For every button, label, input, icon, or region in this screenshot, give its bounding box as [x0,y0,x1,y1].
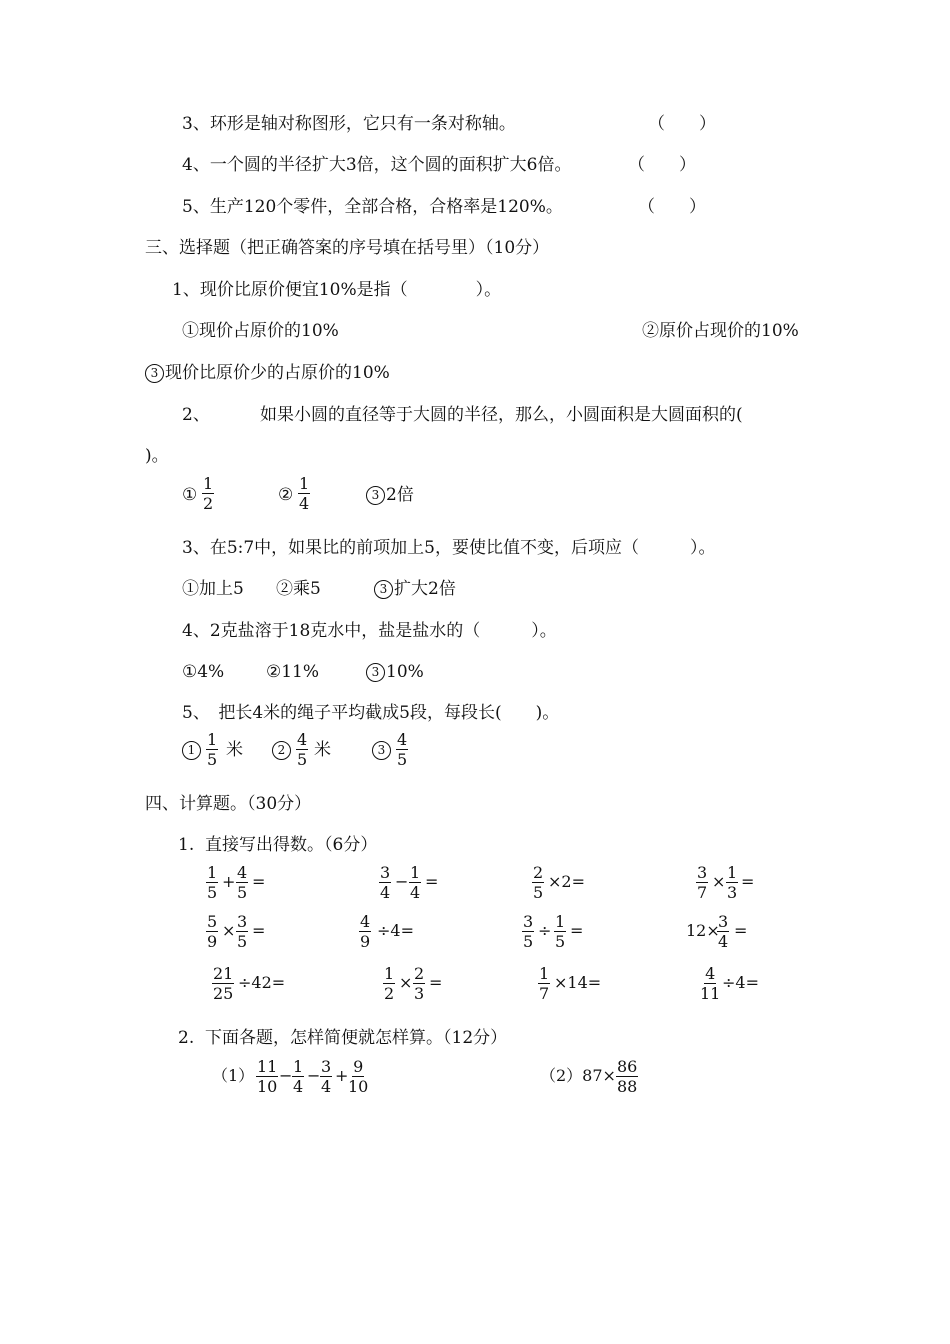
circled-number: 1 [182,741,201,760]
times-sign: × [712,872,726,891]
expression-tail: ×14= [554,973,602,992]
numerator: 3 [380,863,391,882]
equals-sign: = [252,872,266,891]
denominator: 2 [203,494,214,513]
numerator: 4 [360,912,371,931]
choice-q3: 3、在5:7中，如果比的前项加上5，要使比值不变，后项应（ ）。 [182,538,716,558]
numerator: 3 [718,912,729,931]
denominator: 5 [237,883,248,902]
choice-q2-option3 [366,485,414,505]
denominator: 5 [207,750,218,769]
fraction [292,1058,304,1095]
numerator: 86 [617,1057,638,1076]
calc-heading: 四、计算题。（30分） [145,794,312,814]
denominator: 4 [293,1077,304,1096]
choice-q3-option2: ②乘5 [276,579,321,599]
fraction [538,965,550,1002]
judge-q3: 3、环形是轴对称图形，它只有一条对称轴。 [182,114,516,134]
judge-q5-blank[interactable]: （ ） [638,197,706,217]
choice-q5-option3-mark [372,740,392,760]
fraction [413,965,425,1002]
equals-sign: = [570,921,584,940]
numerator: 9 [353,1057,364,1076]
denominator: 7 [539,984,550,1003]
fraction [379,864,391,901]
numerator: 4 [705,964,716,983]
denominator: 3 [727,883,738,902]
denominator: 9 [207,932,218,951]
denominator: 4 [299,494,310,513]
option-text: 10% [386,662,424,682]
equals-sign: = [429,973,443,992]
numerator: 1 [410,863,421,882]
divide-sign: ÷ [538,921,552,940]
unit-label: 米 [226,740,243,760]
numerator: 3 [697,863,708,882]
numerator: 1 [207,863,218,882]
denominator: 5 [555,932,566,951]
expression-tail: ÷42= [238,973,286,992]
fraction [348,1058,368,1095]
choice-q5-option2-mark [272,740,292,760]
denominator: 5 [523,932,534,951]
fraction [256,1058,278,1095]
fraction [726,864,738,901]
fraction [396,731,408,768]
fraction [236,913,248,950]
choice-q3-option3 [374,579,456,599]
choice-q2-number: 2、 [182,405,210,425]
numerator: 4 [397,730,408,749]
fraction [700,965,720,1002]
times-sign: × [222,921,236,940]
denominator: 5 [533,883,544,902]
fraction [206,913,218,950]
numerator: 4 [237,863,248,882]
judge-q4-blank[interactable]: （ ） [628,155,696,175]
calc-part1: 1. 直接写出得数。（6分） [178,835,378,855]
numerator: 2 [533,863,544,882]
fraction [296,731,308,768]
equals-sign: = [741,872,755,891]
expression-tail: ×2= [548,872,585,891]
denominator: 4 [718,932,729,951]
denominator: 7 [697,883,708,902]
problem-label: （1） [212,1066,255,1085]
fraction [616,1058,638,1095]
choice-q1-option3 [145,363,390,383]
choice-q4-option3 [366,662,424,682]
choice-q5: 5、 把长4米的绳子平均截成5段，每段长( )。 [182,703,560,723]
equals-sign: = [734,921,748,940]
expression-head: 12× [686,921,720,940]
denominator: 2 [384,984,395,1003]
fraction [206,731,218,768]
circled-number: 3 [366,486,385,505]
expression-tail: ÷4= [377,921,414,940]
unit-label: 米 [314,740,331,760]
denominator: 11 [700,984,721,1003]
fraction [532,864,544,901]
numerator: 1 [293,1057,304,1076]
plus-sign: + [335,1066,349,1085]
numerator: 21 [213,964,234,983]
numerator: 11 [257,1057,278,1076]
equals-sign: = [425,872,439,891]
minus-sign: − [395,872,409,891]
choice-q5-option1-mark [182,740,202,760]
problem-label: （2）87× [540,1066,616,1085]
fraction [554,913,566,950]
circled-number: 3 [366,663,385,682]
numerator: 3 [523,912,534,931]
choice-q4-option2: ②11% [266,662,320,682]
choice-heading: 三、选择题（把正确答案的序号填在括号里）（10分） [145,238,550,258]
numerator: 1 [299,474,310,493]
circled-number: 3 [372,741,391,760]
circled-number: 3 [374,580,393,599]
denominator: 5 [397,750,408,769]
denominator: 10 [348,1077,369,1096]
choice-q2: 如果小圆的直径等于大圆的半径，那么，小圆面积是大圆面积的( [260,405,743,425]
numerator: 3 [237,912,248,931]
choice-q3-option1: ①加上5 [182,579,244,599]
numerator: 3 [321,1057,332,1076]
choice-q4: 4、2克盐溶于18克水中，盐是盐水的（ ）。 [182,621,557,641]
fraction [236,864,248,901]
denominator: 9 [360,932,371,951]
judge-q3-blank[interactable]: （ ） [648,114,716,134]
fraction [212,965,234,1002]
choice-q2-option1-mark: ① [182,485,198,505]
denominator: 4 [321,1077,332,1096]
numerator: 1 [384,964,395,983]
option-text: 2倍 [386,485,414,505]
numerator: 1 [203,474,214,493]
choice-q1-option2: ②原价占现价的10% [642,321,799,341]
numerator: 5 [207,912,218,931]
denominator: 3 [414,984,425,1003]
denominator: 25 [213,984,234,1003]
numerator: 1 [539,964,550,983]
circled-number: 3 [145,364,164,383]
numerator: 1 [207,730,218,749]
numerator: 2 [414,964,425,983]
denominator: 5 [207,883,218,902]
choice-q1-option1: ①现价占原价的10% [182,321,339,341]
numerator: 4 [297,730,308,749]
denominator: 5 [297,750,308,769]
circled-number: 2 [272,741,291,760]
denominator: 10 [257,1077,278,1096]
plus-sign: + [222,872,236,891]
fraction [717,913,729,950]
fraction [206,864,218,901]
minus-sign: − [307,1066,321,1085]
expression-tail: ÷4= [722,973,759,992]
denominator: 88 [617,1077,638,1096]
minus-sign: − [279,1066,293,1085]
fraction [202,475,214,512]
fraction [359,913,371,950]
option-text: 现价比原价少的占原价的10% [165,363,390,383]
denominator: 5 [237,932,248,951]
denominator: 4 [410,883,421,902]
numerator: 1 [727,863,738,882]
choice-q2-option2-mark: ② [278,485,294,505]
fraction [409,864,421,901]
denominator: 4 [380,883,391,902]
fraction [298,475,310,512]
fraction [522,913,534,950]
times-sign: × [399,973,413,992]
calc-part2: 2. 下面各题，怎样简便就怎样算。（12分） [178,1028,508,1048]
fraction [696,864,708,901]
option-text: 扩大2倍 [394,579,456,599]
fraction [383,965,395,1002]
equals-sign: = [252,921,266,940]
choice-q4-option1: ①4% [182,662,225,682]
fraction [320,1058,332,1095]
choice-q1: 1、现价比原价便宜10%是指（ ）。 [172,280,502,300]
judge-q4: 4、一个圆的半径扩大3倍，这个圆的面积扩大6倍。 [182,155,572,175]
numerator: 1 [555,912,566,931]
judge-q5: 5、生产120个零件，全部合格，合格率是120%。 [182,197,563,217]
choice-q2-end: )。 [145,446,169,466]
